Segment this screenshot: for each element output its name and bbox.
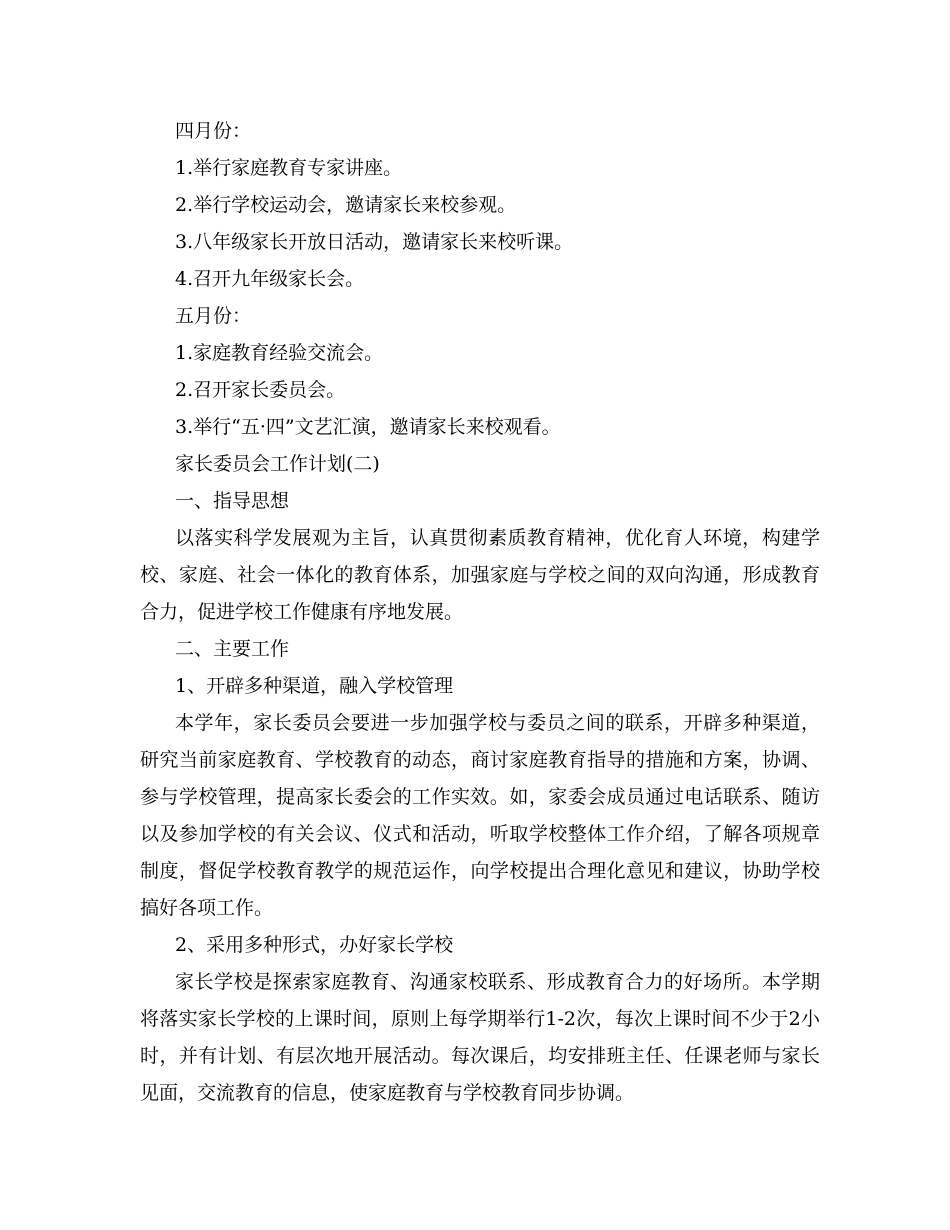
- body-paragraph: 本学年，家长委员会要进一步加强学校与委员之间的联系，开辟多种渠道，研究当前家庭教育、学校教育的动态，商讨家庭教育指导的措施和方案，协调、参与学校管理，提高家长委会的工作实效。如，家委会成员通过电话联系、随访以及参加学校的有关会议、仪式和活动，听取学校整体工作介绍，了解各项规章制度，督促学校教育教学的规范运作，向学校提出合理化意见和建议，协助学校搞好各项工作。: [140, 712, 820, 919]
- body-paragraph: 家长学校是探索家庭教育、沟通家校联系、形成教育合力的好场所。本学期将落实家长学校的上课时间，原则上每学期举行1-2次，每次上课时间不少于2小时，并有计划、有层次地开展活动。每次课后，均安排班主任、任课老师与家长见面，交流教育的信息，使家庭教育与学校教育同步协调。: [140, 971, 820, 1104]
- list-item: 2.举行学校运动会，邀请家长来校参观。: [175, 194, 517, 216]
- list-item: 3.八年级家长开放日活动，邀请家长来校听课。: [175, 231, 574, 253]
- section-heading: 一、指导思想: [175, 490, 290, 512]
- section-title: 家长委员会工作计划(二): [175, 453, 380, 475]
- list-item: 1.举行家庭教育专家讲座。: [175, 157, 403, 179]
- document-body: [140, 113, 820, 1112]
- list-item: 3.举行“五·四”文艺汇演，邀请家长来校观看。: [175, 416, 561, 438]
- heading-april: 四月份：: [175, 120, 252, 142]
- heading-may: 五月份：: [175, 305, 252, 327]
- list-item: 2.召开家长委员会。: [175, 379, 346, 401]
- list-item: 4.召开九年级家长会。: [175, 268, 365, 290]
- subsection-heading: 2、采用多种形式，办好家长学校: [175, 934, 454, 956]
- list-item: 1.家庭教育经验交流会。: [175, 342, 384, 364]
- subsection-heading: 1、开辟多种渠道，融入学校管理: [175, 675, 454, 697]
- body-paragraph: 以落实科学发展观为主旨，认真贯彻素质教育精神，优化育人环境，构建学校、家庭、社会一体化的教育体系，加强家庭与学校之间的双向沟通，形成教育合力，促进学校工作健康有序地发展。: [140, 527, 820, 623]
- section-heading: 二、主要工作: [175, 638, 290, 660]
